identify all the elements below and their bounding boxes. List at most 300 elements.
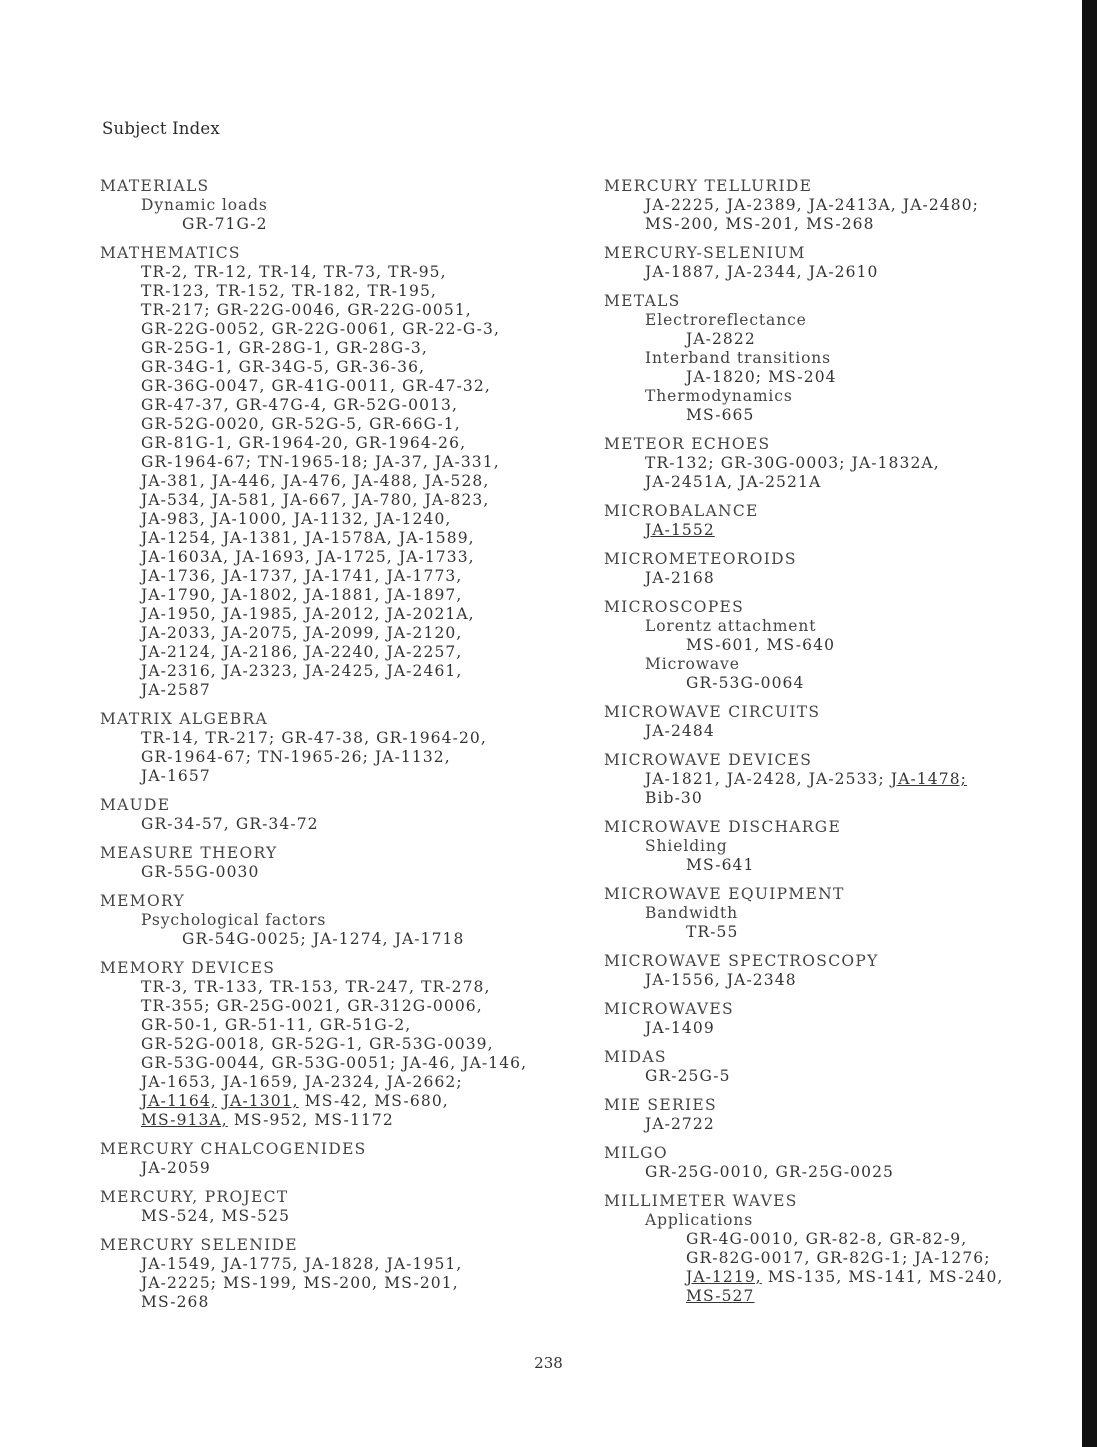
entry-heading: MIDAS [604,1048,667,1066]
index-entry-meteor-echoes [604,435,1074,492]
reference-code: GR-22G-0051, [347,301,472,319]
reference-code: JA-1653, [141,1073,217,1091]
reference-code: JA-2033, [141,624,217,642]
reference-code: MS-201, [384,1274,459,1292]
entry-heading: MEMORY [100,892,185,910]
entry-heading: MERCURY TELLURIDE [604,177,813,195]
entry-heading: MAUDE [100,796,171,814]
reference-line [100,1054,590,1073]
reference-line [604,722,1074,741]
reference-code: MS-1172 [314,1111,394,1129]
reference-code: GR-82G-0017, [686,1249,811,1267]
reference-code: GR-312G-0006, [347,997,483,1015]
reference-code: MS-200, [303,1274,379,1292]
reference-code: GR-28G-3, [336,339,428,357]
reference-code: JA-1552 [645,521,715,539]
reference-code: JA-823, [424,491,490,509]
reference-code: JA-1657 [141,767,211,785]
reference-code: TR-278, [421,978,491,996]
entry-heading: MILLIMETER WAVES [604,1192,798,1210]
reference-line [100,978,590,997]
reference-code: GR-52G-1, [271,1035,364,1053]
reference-code: TN-1965-18; [258,453,369,471]
reference-line [604,330,1074,349]
reference-code: JA-534, [141,491,206,509]
subheading: Applications [645,1211,754,1229]
reference-line [100,377,590,396]
reference-code: GR-52G-5, [271,415,364,433]
reference-code: JA-2348 [726,971,797,989]
reference-code: JA-1718 [394,930,465,948]
reference-code: JA-1240, [375,510,452,528]
reference-code: JA-2610 [808,263,879,281]
reference-code: MS-42, [304,1092,369,1110]
reference-code: GR-1964-67; [141,748,253,766]
reference-code: JA-2225; [141,1274,218,1292]
reference-code: JA-1737, [222,567,299,585]
entry-heading: MERCURY CHALCOGENIDES [100,1140,367,1158]
reference-line [604,770,1074,789]
reference-code: GR-66G-1, [369,415,461,433]
entry-heading: MERCURY, PROJECT [100,1188,289,1206]
index-entry-millimeter-waves [604,1192,1074,1306]
reference-line [604,569,1074,588]
index-entry-measure-theory [100,844,590,882]
index-entry-metals [604,292,1074,425]
entry-heading: MERCURY SELENIDE [100,1236,298,1254]
reference-line [100,1092,590,1111]
reference-code: JA-1802, [222,586,299,604]
reference-code: JA-2587 [141,681,211,699]
entry-heading: METEOR ECHOES [604,435,771,453]
entry-heading: MATRIX ALGEBRA [100,710,268,728]
reference-code: MS-141, [848,1268,923,1286]
reference-code: JA-1409 [645,1019,715,1037]
index-entry-memory [100,892,590,949]
reference-code: JA-488, [353,472,419,490]
reference-code: JA-446, [211,472,277,490]
reference-line [100,301,590,320]
reference-code: TR-3, [141,978,189,996]
reference-code: MS-525 [221,1207,291,1225]
reference-code: JA-2451A, [645,473,734,491]
reference-code: JA-1164, [141,1092,217,1110]
reference-code: MS-640 [766,636,836,654]
reference-code: JA-1741, [304,567,381,585]
reference-code: JA-1549, [141,1255,217,1273]
reference-code: GR-25G-0010, [645,1163,770,1181]
reference-code: GR-52G-0020, [141,415,266,433]
index-entry-mercury-telluride [604,177,1074,234]
reference-code: JA-2461, [386,662,463,680]
reference-code: GR-22G-0052, [141,320,266,338]
reference-line [100,1035,590,1054]
reference-code: TR-123, [141,282,211,300]
reference-line [604,1115,1074,1134]
reference-line [100,215,590,234]
entry-heading: MEASURE THEORY [100,844,278,862]
reference-code: JA-1301, [222,1092,299,1110]
reference-code: JA-2120, [386,624,463,642]
reference-code: MS-680, [374,1092,449,1110]
reference-code: JA-1381, [222,529,299,547]
reference-code: JA-2521A [739,473,822,491]
reference-code: Bib-30 [645,789,703,807]
reference-code: TR-217; [205,729,276,747]
reference-line [100,863,590,882]
reference-code: JA-1821, [645,770,721,788]
reference-code: GR-52G-0013, [333,396,458,414]
reference-line [100,748,590,767]
reference-code: TR-133, [194,978,265,996]
reference-code: JA-1736, [141,567,217,585]
reference-code: JA-2413A, [808,196,897,214]
reference-code: JA-983, [141,510,206,528]
page-title: Subject Index [102,119,220,138]
reference-code: JA-1219, [686,1268,762,1286]
reference-code: MS-601, [686,636,761,654]
reference-code: TR-247, [345,978,416,996]
reference-line [604,1268,1074,1287]
reference-code: JA-1556, [645,971,721,989]
reference-line [100,681,590,700]
reference-code: JA-381, [141,472,206,490]
entry-heading: MEMORY DEVICES [100,959,276,977]
reference-code: MS-527 [686,1287,755,1305]
reference-line [100,997,590,1016]
reference-code: MS-204 [768,368,837,386]
reference-line [100,1159,590,1178]
reference-code: GR-53G-0064 [686,674,805,692]
reference-line [100,548,590,567]
reference-line [100,472,590,491]
reference-code: GR-25G-0021, [216,997,342,1015]
reference-code: JA-1132, [374,748,451,766]
reference-code: GR-25G-0025 [775,1163,894,1181]
entry-heading: MICROWAVE CIRCUITS [604,703,821,721]
reference-code: GR-54G-0025; [182,930,307,948]
reference-code: JA-2822 [686,330,756,348]
subheading: Dynamic loads [141,196,268,214]
reference-code: JA-2012, [304,605,381,623]
reference-code: MS-524, [141,1207,216,1225]
entry-heading: METALS [604,292,681,310]
entry-heading: MICROBALANCE [604,502,759,520]
reference-code: GR-25G-5 [645,1067,731,1085]
index-entry-mercury-chalcogenides [100,1140,590,1178]
reference-line [100,320,590,339]
index-entry-microwave-equipment [604,885,1074,942]
subheading: Electroreflectance [645,311,807,329]
reference-code: JA-2428, [726,770,803,788]
reference-code: JA-1828, [304,1255,381,1273]
index-entry-microwave-circuits [604,703,1074,741]
reference-line [100,662,590,681]
subheading: Psychological factors [141,911,327,929]
reference-code: JA-2344, [726,263,803,281]
reference-line [100,434,590,453]
reference-code: GR-47-32, [402,377,491,395]
reference-code: GR-53G-0051; [271,1054,397,1072]
index-entry-microwave-devices [604,751,1074,808]
reference-line [100,491,590,510]
reference-code: GR-53G-0039, [369,1035,494,1053]
reference-code: GR-82-9, [889,1230,968,1248]
entry-heading: MICROMETEOROIDS [604,550,797,568]
reference-code: GR-30G-0003; [720,454,846,472]
reference-code: MS-199, [223,1274,298,1292]
reference-code: JA-1820; [686,368,763,386]
reference-code: GR-50-1, [141,1016,219,1034]
reference-line [100,1111,590,1130]
index-entry-memory-devices [100,959,590,1130]
index-entry-mathematics [100,244,590,700]
subheading: Lorentz attachment [645,617,817,635]
reference-line [604,368,1074,387]
reference-code: JA-1773, [386,567,463,585]
reference-code: JA-1659, [222,1073,299,1091]
reference-code: JA-1132, [293,510,370,528]
reference-code: JA-1887, [645,263,721,281]
reference-line [100,415,590,434]
reference-code: JA-46, [402,1054,457,1072]
reference-code: JA-2059 [141,1159,211,1177]
reference-line [604,636,1074,655]
reference-code: MS-952, [233,1111,309,1129]
reference-code: JA-1578A, [304,529,393,547]
reference-line [100,510,590,529]
reference-code: JA-2425, [304,662,381,680]
reference-code: JA-2480; [902,196,979,214]
reference-code: JA-476, [282,472,348,490]
reference-code: MS-268 [806,215,875,233]
entry-heading: MICROWAVE DEVICES [604,751,813,769]
reference-line [100,1207,590,1226]
reference-code: TN-1965-26; [258,748,369,766]
subheading: Interband transitions [645,349,832,367]
reference-line [604,1230,1074,1249]
reference-code: JA-1775, [222,1255,299,1273]
reference-code: JA-581, [211,491,277,509]
reference-code: GR-34G-1, [141,358,233,376]
reference-code: JA-2484 [645,722,715,740]
reference-code: JA-1832A, [851,454,940,472]
reference-code: GR-41G-0011, [271,377,397,395]
reference-line [604,196,1074,215]
reference-code: GR-53G-0044, [141,1054,266,1072]
reference-line [100,767,590,786]
reference-code: GR-1964-20, [376,729,487,747]
reference-line [604,263,1074,282]
reference-line [604,1019,1074,1038]
entry-heading: MATERIALS [100,177,210,195]
reference-code: JA-2722 [645,1115,715,1133]
reference-code: MS-135, [767,1268,843,1286]
reference-code: JA-2124, [141,643,217,661]
subheading: Thermodynamics [645,387,793,405]
reference-code: TR-182, [292,282,362,300]
reference-line [604,521,1074,540]
reference-code: JA-1951, [386,1255,463,1273]
reference-line [100,1274,590,1293]
index-entry-mercury-project [100,1188,590,1226]
reference-code: GR-4G-0010, [686,1230,800,1248]
reference-code: GR-1964-20, [238,434,350,452]
entry-heading: MICROWAVES [604,1000,734,1018]
reference-line [604,971,1074,990]
reference-code: TR-355; [141,997,211,1015]
index-entry-microbalance [604,502,1074,540]
index-entry-microwave-discharge [604,818,1074,875]
entry-heading: MICROWAVE EQUIPMENT [604,885,845,903]
reference-code: TR-2, [141,263,189,281]
reference-code: JA-2240, [304,643,381,661]
reference-code: JA-2075, [222,624,299,642]
right-column [604,177,1074,1316]
scan-edge-bar [1082,0,1097,1447]
reference-code: GR-22G-0061, [271,320,397,338]
reference-code: JA-1274, [312,930,389,948]
entry-heading: MIE SERIES [604,1096,717,1114]
reference-line [100,358,590,377]
reference-code: JA-2186, [222,643,299,661]
reference-line [100,1073,590,1092]
reference-line [100,729,590,748]
reference-code: JA-1603A, [141,548,230,566]
reference-code: JA-331, [434,453,500,471]
subheading: Shielding [645,837,728,855]
index-entry-micrometeoroids [604,550,1074,588]
reference-code: MS-201, [725,215,801,233]
reference-code: JA-2662; [386,1073,463,1091]
reference-line [604,406,1074,425]
reference-code: GR-47-37, [141,396,230,414]
reference-line [604,473,1074,492]
reference-code: JA-2323, [222,662,299,680]
reference-code: GR-71G-2 [182,215,268,233]
reference-code: GR-81G-1, [141,434,233,452]
reference-code: TR-14, [141,729,200,747]
reference-code: GR-47G-4, [235,396,328,414]
reference-code: MS-240, [928,1268,1004,1286]
reference-line [100,586,590,605]
reference-line [604,1163,1074,1182]
reference-line [100,263,590,282]
reference-code: GR-28G-1, [238,339,331,357]
reference-line [100,453,590,472]
reference-code: GR-55G-0030 [141,863,260,881]
reference-code: GR-51G-2, [319,1016,412,1034]
index-entry-microwave-spectroscopy [604,952,1074,990]
reference-code: JA-2257, [386,643,463,661]
left-column [100,177,590,1322]
reference-code: TR-217; [141,301,211,319]
reference-line [100,282,590,301]
entry-heading: MICROSCOPES [604,598,745,616]
reference-code: JA-2324, [304,1073,381,1091]
reference-code: GR-82-8, [805,1230,884,1248]
page-number: 238 [534,1354,563,1372]
reference-line [100,643,590,662]
index-entry-mie-series [604,1096,1074,1134]
reference-code: GR-34-57, [141,815,230,833]
reference-code: JA-1881, [304,586,381,604]
reference-code: JA-1000, [211,510,288,528]
reference-code: JA-146, [462,1054,528,1072]
reference-line [604,215,1074,234]
reference-line [604,454,1074,473]
reference-code: TR-73, [323,263,383,281]
reference-line [100,339,590,358]
reference-line [100,567,590,586]
index-entry-milgo [604,1144,1074,1182]
reference-code: JA-2316, [141,662,217,680]
entry-heading: MICROWAVE SPECTROSCOPY [604,952,879,970]
reference-code: TR-14, [259,263,318,281]
entry-heading: MERCURY-SELENIUM [604,244,806,262]
subheading: Microwave [645,655,740,673]
entry-heading: MATHEMATICS [100,244,241,262]
reference-code: JA-1733, [398,548,475,566]
reference-line [100,1016,590,1035]
reference-code: MS-268 [141,1293,210,1311]
reference-code: JA-780, [353,491,419,509]
reference-code: JA-2389, [726,196,803,214]
reference-code: JA-2533; [808,770,885,788]
reference-code: TR-12, [194,263,254,281]
reference-code: JA-1276; [914,1249,991,1267]
index-entry-microwaves [604,1000,1074,1038]
reference-code: GR-51-11, [224,1016,314,1034]
reference-code: TR-55 [686,923,739,941]
reference-line [100,930,590,949]
reference-line [100,624,590,643]
reference-code: GR-82G-1; [816,1249,909,1267]
reference-code: JA-1254, [141,529,217,547]
reference-code: MS-665 [686,406,755,424]
reference-code: GR-34G-5, [238,358,331,376]
reference-line [100,396,590,415]
reference-line [604,1249,1074,1268]
reference-line [604,923,1074,942]
reference-code: MS-641 [686,856,755,874]
reference-code: JA-1725, [317,548,393,566]
reference-code: JA-1693, [235,548,311,566]
reference-code: JA-1950, [141,605,217,623]
index-entry-mercury-selenide [100,1236,590,1312]
reference-line [604,1067,1074,1086]
reference-code: JA-2168 [645,569,715,587]
entry-heading: MICROWAVE DISCHARGE [604,818,842,836]
reference-code: JA-1589, [398,529,475,547]
reference-code: GR-34-72 [235,815,319,833]
reference-line [100,605,590,624]
reference-code: GR-47-38, [281,729,371,747]
reference-code: JA-37, [374,453,429,471]
entry-heading: MILGO [604,1144,668,1162]
index-entry-microscopes [604,598,1074,693]
reference-line [100,529,590,548]
reference-code: TR-152, [216,282,286,300]
reference-code: TR-132; [645,454,715,472]
reference-line [604,674,1074,693]
reference-code: JA-667, [282,491,348,509]
reference-code: TR-95, [388,263,447,281]
index-entry-midas [604,1048,1074,1086]
reference-code: JA-1985, [222,605,299,623]
reference-code: GR-1964-67; [141,453,253,471]
reference-line [604,789,1074,808]
